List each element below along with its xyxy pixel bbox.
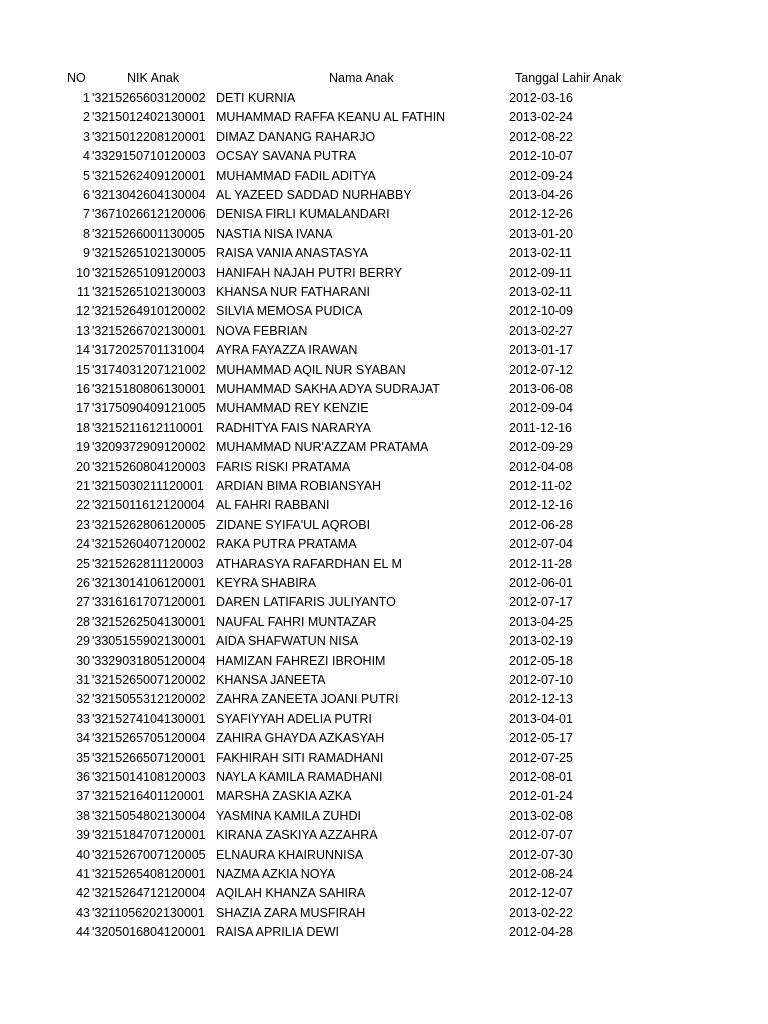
cell-nama: KHANSA NUR FATHARANI xyxy=(216,285,370,299)
cell-tanggal: 2012-07-10 xyxy=(509,673,573,687)
table-row xyxy=(0,846,768,865)
cell-nik: '3215180806130001 xyxy=(92,382,206,396)
table-row xyxy=(0,89,768,108)
cell-no: 27 xyxy=(76,595,90,610)
cell-tanggal: 2012-09-24 xyxy=(509,168,573,183)
cell-nama: AYRA FAYAZZA IRAWAN xyxy=(216,343,358,358)
cell-nik: '3305155902130001 xyxy=(92,634,206,649)
cell-nama: ATHARASYA RAFARDHAN EL M xyxy=(216,556,402,571)
cell-no: 36 xyxy=(76,770,90,784)
cell-nik: '3215012402130001 xyxy=(92,110,206,125)
cell-nik: '3213042604130004 xyxy=(92,188,206,202)
cell-nama: KEYRA SHABIRA xyxy=(216,576,317,590)
cell-tanggal: 2012-08-22 xyxy=(509,129,573,144)
cell-nama: DETI KURNIA xyxy=(216,91,296,105)
cell-tanggal: 2012-05-17 xyxy=(509,731,573,746)
cell-tanggal: 2012-05-18 xyxy=(509,653,573,668)
cell-no: 23 xyxy=(76,517,90,532)
table-row xyxy=(0,147,768,166)
cell-tanggal: 2012-07-17 xyxy=(509,595,573,610)
table-row xyxy=(0,768,768,787)
cell-no: 28 xyxy=(76,614,90,629)
cell-tanggal: 2013-02-22 xyxy=(509,905,573,920)
cell-nik: '3215265102130005 xyxy=(92,246,206,261)
cell-tanggal: 2012-03-16 xyxy=(509,91,573,105)
table-row xyxy=(0,574,768,593)
cell-nama: MARSHA ZASKIA AZKA xyxy=(216,789,352,804)
cell-nik: '3215211612110001 xyxy=(92,420,204,435)
cell-no: 1 xyxy=(83,91,90,105)
cell-no: 3 xyxy=(83,129,90,144)
cell-nik: '3215266507120001 xyxy=(92,750,206,765)
cell-nama: DIMAZ DANANG RAHARJO xyxy=(216,129,376,144)
cell-tanggal: 2012-07-07 xyxy=(509,828,573,843)
cell-tanggal: 2012-12-16 xyxy=(509,498,573,513)
cell-nik: '3213014106120001 xyxy=(92,576,206,590)
cell-no: 20 xyxy=(76,459,90,474)
cell-tanggal: 2012-06-01 xyxy=(509,576,573,590)
cell-nik: '3215265705120004 xyxy=(92,731,206,746)
cell-nik: '3211056202130001 xyxy=(92,905,205,920)
cell-nik: '3175090409121005 xyxy=(92,401,206,416)
cell-tanggal: 2012-09-11 xyxy=(509,265,573,280)
table-row xyxy=(0,671,768,690)
cell-nik: '3215267007120005 xyxy=(92,847,206,862)
cell-nama: FAKHIRAH SITI RAMADHANI xyxy=(216,750,384,765)
cell-nama: MUHAMMAD SAKHA ADYA SUDRAJAT xyxy=(216,382,440,396)
cell-nik: '3174031207121002 xyxy=(92,362,206,377)
header-no: NO xyxy=(67,71,86,85)
cell-no: 34 xyxy=(76,731,90,746)
cell-nik: '3215054802130004 xyxy=(92,808,206,823)
table-row xyxy=(0,807,768,826)
table-row xyxy=(0,516,768,535)
cell-nama: KHANSA JANEETA xyxy=(216,673,326,687)
cell-tanggal: 2013-02-27 xyxy=(509,323,573,338)
cell-nik: '3215265102130003 xyxy=(92,285,206,299)
cell-no: 2 xyxy=(83,110,90,125)
cell-no: 39 xyxy=(76,828,90,843)
table-row xyxy=(0,438,768,457)
cell-nama: ZAHIRA GHAYDA AZKASYAH xyxy=(216,731,385,746)
cell-tanggal: 2012-09-29 xyxy=(509,440,573,455)
cell-tanggal: 2013-04-01 xyxy=(509,711,573,726)
cell-no: 30 xyxy=(76,653,90,668)
cell-nama: RADHITYA FAIS NARARYA xyxy=(216,420,371,435)
cell-no: 40 xyxy=(76,847,90,862)
cell-no: 4 xyxy=(83,149,90,164)
cell-nama: AQILAH KHANZA SAHIRA xyxy=(216,886,366,901)
table-row xyxy=(0,923,768,942)
cell-nama: NASTIA NISA IVANA xyxy=(216,226,333,241)
cell-no: 25 xyxy=(76,556,90,571)
cell-no: 19 xyxy=(76,440,90,455)
cell-no: 10 xyxy=(76,265,90,280)
cell-nama: AL YAZEED SADDAD NURHABBY xyxy=(216,188,412,202)
cell-nama: AL FAHRI RABBANI xyxy=(216,498,330,513)
cell-nama: AIDA SHAFWATUN NISA xyxy=(216,634,359,649)
cell-nik: '3215184707120001 xyxy=(92,828,206,843)
cell-tanggal: 2013-06-08 xyxy=(509,382,573,396)
cell-no: 21 xyxy=(76,479,90,493)
table-row xyxy=(0,322,768,341)
table-header-row xyxy=(0,68,768,88)
cell-nik: '3215260804120003 xyxy=(92,459,206,474)
cell-nama: MUHAMMAD FADIL ADITYA xyxy=(216,168,376,183)
cell-tanggal: 2012-07-30 xyxy=(509,847,573,862)
cell-nama: ZAHRA ZANEETA JOANI PUTRI xyxy=(216,692,399,707)
table-row xyxy=(0,458,768,477)
table-row xyxy=(0,496,768,515)
cell-no: 9 xyxy=(83,246,90,261)
cell-no: 17 xyxy=(76,401,90,416)
cell-nama: KIRANA ZASKIYA AZZAHRA xyxy=(216,828,378,843)
cell-nik: '3209372909120002 xyxy=(92,440,206,455)
cell-tanggal: 2012-11-28 xyxy=(509,556,573,571)
cell-tanggal: 2012-12-07 xyxy=(509,886,573,901)
cell-no: 16 xyxy=(76,382,90,396)
cell-nama: NAYLA KAMILA RAMADHANI xyxy=(216,770,383,784)
cell-nik: '3329150710120003 xyxy=(92,149,206,164)
cell-tanggal: 2013-04-25 xyxy=(509,614,573,629)
cell-nik: '3671026612120006 xyxy=(92,207,206,222)
cell-nama: NOVA FEBRIAN xyxy=(216,323,308,338)
cell-tanggal: 2012-12-26 xyxy=(509,207,573,222)
table-row xyxy=(0,904,768,923)
cell-nama: MUHAMMAD NUR'AZZAM PRATAMA xyxy=(216,440,429,455)
cell-no: 35 xyxy=(76,750,90,765)
cell-nik: '3215274104130001 xyxy=(92,711,206,726)
table-row xyxy=(0,535,768,554)
cell-nik: '3215055312120002 xyxy=(92,692,206,707)
cell-nik: '3215265007120002 xyxy=(92,673,206,687)
cell-tanggal: 2012-04-08 xyxy=(509,459,573,474)
cell-nama: SYAFIYYAH ADELIA PUTRI xyxy=(216,711,372,726)
table-row xyxy=(0,690,768,709)
table-row xyxy=(0,244,768,263)
cell-nama: NAUFAL FAHRI MUNTAZAR xyxy=(216,614,377,629)
cell-tanggal: 2011-12-16 xyxy=(509,420,573,435)
cell-tanggal: 2012-10-09 xyxy=(509,304,573,319)
table-row xyxy=(0,884,768,903)
cell-no: 11 xyxy=(77,285,90,299)
cell-tanggal: 2012-08-01 xyxy=(509,770,573,784)
cell-nama: NAZMA AZKIA NOYA xyxy=(216,867,336,881)
header-tanggal-lahir-anak: Tanggal Lahir Anak xyxy=(515,71,622,85)
table-row xyxy=(0,632,768,651)
cell-no: 43 xyxy=(76,905,90,920)
cell-tanggal: 2013-01-17 xyxy=(509,343,573,358)
cell-no: 26 xyxy=(76,576,90,590)
cell-tanggal: 2013-02-08 xyxy=(509,808,573,823)
table-row xyxy=(0,652,768,671)
cell-nik: '3205016804120001 xyxy=(92,925,206,940)
table-row xyxy=(0,826,768,845)
cell-tanggal: 2012-01-24 xyxy=(509,789,573,804)
cell-nama: HAMIZAN FAHREZI IBROHIM xyxy=(216,653,386,668)
header-nama-anak: Nama Anak xyxy=(329,71,394,85)
cell-tanggal: 2012-12-13 xyxy=(509,692,573,707)
cell-no: 33 xyxy=(76,711,90,726)
cell-nik: '3215011612120004 xyxy=(92,498,205,513)
cell-nik: '3215262409120001 xyxy=(92,168,206,183)
table-row xyxy=(0,128,768,147)
cell-nik: '3215262806120005 xyxy=(92,517,206,532)
cell-tanggal: 2013-02-24 xyxy=(509,110,573,125)
cell-tanggal: 2013-04-26 xyxy=(509,188,573,202)
cell-nama: RAISA VANIA ANASTASYA xyxy=(216,246,369,261)
cell-nik: '3215265408120001 xyxy=(92,867,206,881)
cell-tanggal: 2012-11-02 xyxy=(509,479,573,493)
table-row xyxy=(0,380,768,399)
cell-nik: '3215262811120003 xyxy=(92,556,204,571)
cell-tanggal: 2012-08-24 xyxy=(509,867,573,881)
table-row xyxy=(0,205,768,224)
cell-nik: '3215265109120003 xyxy=(92,265,206,280)
table-row xyxy=(0,264,768,283)
cell-nama: DENISA FIRLI KUMALANDARI xyxy=(216,207,390,222)
table-row xyxy=(0,225,768,244)
cell-nik: '3215216401120001 xyxy=(92,789,205,804)
cell-nik: '3215014108120003 xyxy=(92,770,206,784)
cell-nama: OCSAY SAVANA PUTRA xyxy=(216,149,357,164)
cell-nama: SHAZIA ZARA MUSFIRAH xyxy=(216,905,366,920)
cell-no: 44 xyxy=(76,925,90,940)
table-row xyxy=(0,613,768,632)
cell-nik: '3215264712120004 xyxy=(92,886,206,901)
cell-no: 8 xyxy=(83,226,90,241)
cell-nik: '3215264910120002 xyxy=(92,304,206,319)
cell-no: 29 xyxy=(76,634,90,649)
cell-nama: MUHAMMAD RAFFA KEANU AL FATHIN xyxy=(216,110,446,125)
table-row xyxy=(0,710,768,729)
cell-no: 5 xyxy=(83,168,90,183)
cell-nama: DAREN LATIFARIS JULIYANTO xyxy=(216,595,396,610)
cell-no: 37 xyxy=(76,789,90,804)
cell-nik: '3329031805120004 xyxy=(92,653,206,668)
table-row xyxy=(0,186,768,205)
cell-tanggal: 2012-06-28 xyxy=(509,517,573,532)
cell-nik: '3215266001130005 xyxy=(92,226,205,241)
table-row xyxy=(0,477,768,496)
table-row xyxy=(0,419,768,438)
header-nik-anak: NIK Anak xyxy=(127,71,180,85)
cell-no: 24 xyxy=(76,537,90,552)
cell-no: 38 xyxy=(76,808,90,823)
cell-nama: MUHAMMAD REY KENZIE xyxy=(216,401,369,416)
cell-no: 7 xyxy=(83,207,90,222)
cell-nama: ARDIAN BIMA ROBIANSYAH xyxy=(216,479,382,493)
table-row xyxy=(0,787,768,806)
table-row xyxy=(0,749,768,768)
cell-nama: ZIDANE SYIFA'UL AQROBI xyxy=(216,517,371,532)
cell-tanggal: 2012-07-25 xyxy=(509,750,573,765)
cell-no: 41 xyxy=(76,867,90,881)
cell-no: 6 xyxy=(83,188,90,202)
cell-tanggal: 2012-04-28 xyxy=(509,925,573,940)
cell-tanggal: 2012-07-04 xyxy=(509,537,573,552)
cell-tanggal: 2013-02-11 xyxy=(509,246,573,261)
cell-nik: '3215262504130001 xyxy=(92,614,206,629)
table-row xyxy=(0,108,768,127)
cell-nama: YASMINA KAMILA ZUHDI xyxy=(216,808,361,823)
cell-tanggal: 2012-07-12 xyxy=(509,362,573,377)
cell-nik: '3215030211120001 xyxy=(92,479,204,493)
cell-nik: '3316161707120001 xyxy=(92,595,206,610)
cell-nama: ELNAURA KHAIRUNNISA xyxy=(216,847,364,862)
table-row xyxy=(0,361,768,380)
cell-tanggal: 2012-09-04 xyxy=(509,401,573,416)
table-row xyxy=(0,729,768,748)
cell-nama: RAISA APRILIA DEWI xyxy=(216,925,339,940)
table-row xyxy=(0,865,768,884)
cell-no: 13 xyxy=(76,323,90,338)
table-row xyxy=(0,399,768,418)
table-row xyxy=(0,167,768,186)
cell-tanggal: 2013-02-11 xyxy=(509,285,573,299)
cell-nama: MUHAMMAD AQIL NUR SYABAN xyxy=(216,362,406,377)
cell-nama: FARIS RISKI PRATAMA xyxy=(216,459,351,474)
cell-no: 31 xyxy=(76,673,90,687)
cell-tanggal: 2012-10-07 xyxy=(509,149,573,164)
table-row xyxy=(0,555,768,574)
cell-nama: SILVIA MEMOSA PUDICA xyxy=(216,304,363,319)
cell-nik: '3215266702130001 xyxy=(92,323,206,338)
cell-nik: '3215260407120002 xyxy=(92,537,206,552)
cell-nama: RAKA PUTRA PRATAMA xyxy=(216,537,357,552)
cell-nama: HANIFAH NAJAH PUTRI BERRY xyxy=(216,265,402,280)
cell-no: 22 xyxy=(76,498,90,513)
cell-no: 18 xyxy=(76,420,90,435)
table-row xyxy=(0,283,768,302)
cell-nik: '3172025701131004 xyxy=(92,343,205,358)
cell-nik: '3215012208120001 xyxy=(92,129,206,144)
table-row xyxy=(0,341,768,360)
table-row xyxy=(0,302,768,321)
cell-no: 32 xyxy=(76,692,90,707)
cell-no: 12 xyxy=(76,304,90,319)
cell-nik: '3215265603120002 xyxy=(92,91,206,105)
cell-tanggal: 2013-01-20 xyxy=(509,226,573,241)
table-row xyxy=(0,593,768,612)
cell-tanggal: 2013-02-19 xyxy=(509,634,573,649)
cell-no: 42 xyxy=(76,886,90,901)
cell-no: 14 xyxy=(76,343,90,358)
cell-no: 15 xyxy=(76,362,90,377)
